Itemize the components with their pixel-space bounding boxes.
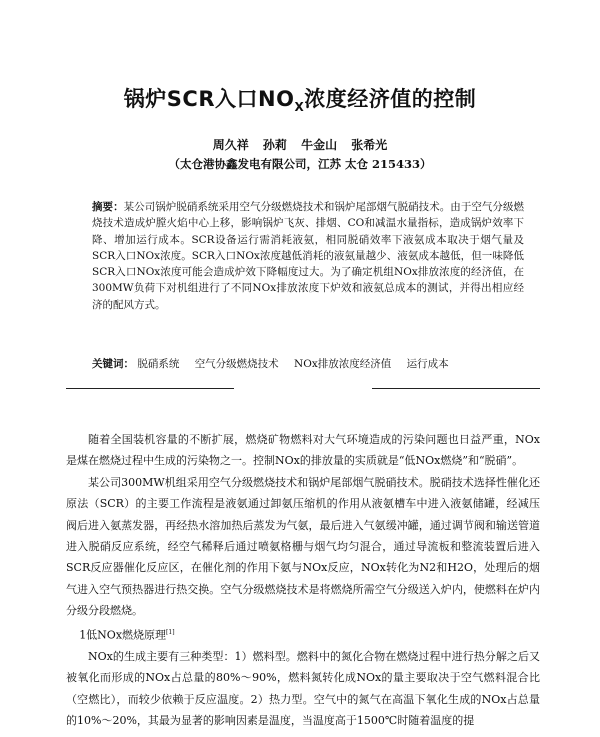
title-rest: 浓度经济值的控制 bbox=[304, 87, 477, 111]
keyword-item: 脱硝系统 bbox=[137, 358, 180, 370]
body-paragraph-2: 某公司300MW机组采用空气分级燃烧技术和锅炉尾部烟气脱硝技术。脱硝技术选择性催化还原法（SCR）的主要工作流程是液氨通过卸氨压缩机的作用从液氨槽车中进入液氨储罐，经减压阀后进入氨蒸发器，再经热水溶加热后蒸发为气氨，最后进入气氨缓冲罐，通过调节阀和输送管道进入脱硝反应系统，经空气稀释后通过喷氨格栅与烟气均匀混合，通过导流板和整流装置后进入SCR反应器催化反应区，在催化剂的作用下氨与NOx反应，NOx转化为N2和H2O，处理后的烟气进入空气预热器进行热交换。空气分级燃烧技术是将燃烧所需空气分级送入炉内，使燃料在炉内分级分段燃烧。 bbox=[66, 475, 540, 618]
body-paragraph-1: 随着全国装机容量的不断扩展，燃烧矿物燃料对大气环境造成的污染问题也日益严重，NOx是煤在燃烧过程中生成的污染物之一。控制NOx的排放量的实质就是“低NOx燃烧”和“脱硝”。 bbox=[66, 433, 540, 468]
affiliation: （太仓港协鑫发电有限公司，江苏 太仓 215433） bbox=[168, 157, 432, 171]
section-heading-text: 1低NOx燃烧原理 bbox=[79, 628, 167, 642]
title-main: 锅炉SCR入口NO bbox=[123, 87, 295, 111]
keywords-label: 关键词： bbox=[92, 358, 134, 370]
paper-title bbox=[0, 83, 600, 114]
abstract bbox=[92, 199, 524, 313]
keyword-item: 运行成本 bbox=[406, 358, 449, 370]
divider-right bbox=[372, 388, 540, 389]
abstract-text: 某公司锅炉脱硝系统采用空气分级燃烧技术和锅炉尾部烟气脱硝技术。由于空气分级燃烧技术造成炉膛火焰中心上移，影响锅炉飞灰、排烟、CO和减温水量指标，造成锅炉效率下降、增加运行成本。SCR设备运行需消耗液氨，相同脱硝效率下液氨成本取决于烟气量及SCR入口NOx浓度。SCR入口NOx浓度越低消耗的液氨量越少、液氨成本越低，但一味降低SCR入口NOx浓度可能会造成炉效下降幅度过大。为了确定机组NOx排放浓度的经济值，在300MW负荷下对机组进行了不同NOx排放浓度下炉效和液氨总成本的测试，并得出相应经济的配风方式。 bbox=[92, 201, 525, 311]
keywords bbox=[92, 356, 524, 372]
title-subscript: X bbox=[294, 100, 305, 115]
authors: 周久祥 孙莉 牛金山 张希光 bbox=[212, 138, 388, 152]
abstract-label: 摘要： bbox=[92, 201, 124, 213]
keyword-item: NOx排放浓度经济值 bbox=[294, 358, 392, 370]
divider-left bbox=[66, 388, 234, 389]
section-reference: [1] bbox=[166, 628, 175, 636]
body-paragraph-3: NOx的生成主要有三种类型：1）燃料型。燃料中的氮化合物在燃烧过程中进行热分解之后又被氧化而形成的NOx占总量的80%～90%，燃料氮转化成NOx的量主要取决于空气燃料混合比（空燃比），而较少依赖于反应温度。2）热力型。空气中的氮气在高温下氧化生成的NOx占总量的10%～20%，其最为显著的影响因素是温度，当温度高于1500℃时随着温度的提 bbox=[66, 649, 540, 727]
keyword-item: 空气分级燃烧技术 bbox=[194, 358, 279, 370]
section-heading bbox=[66, 622, 540, 646]
body-text bbox=[66, 429, 540, 731]
